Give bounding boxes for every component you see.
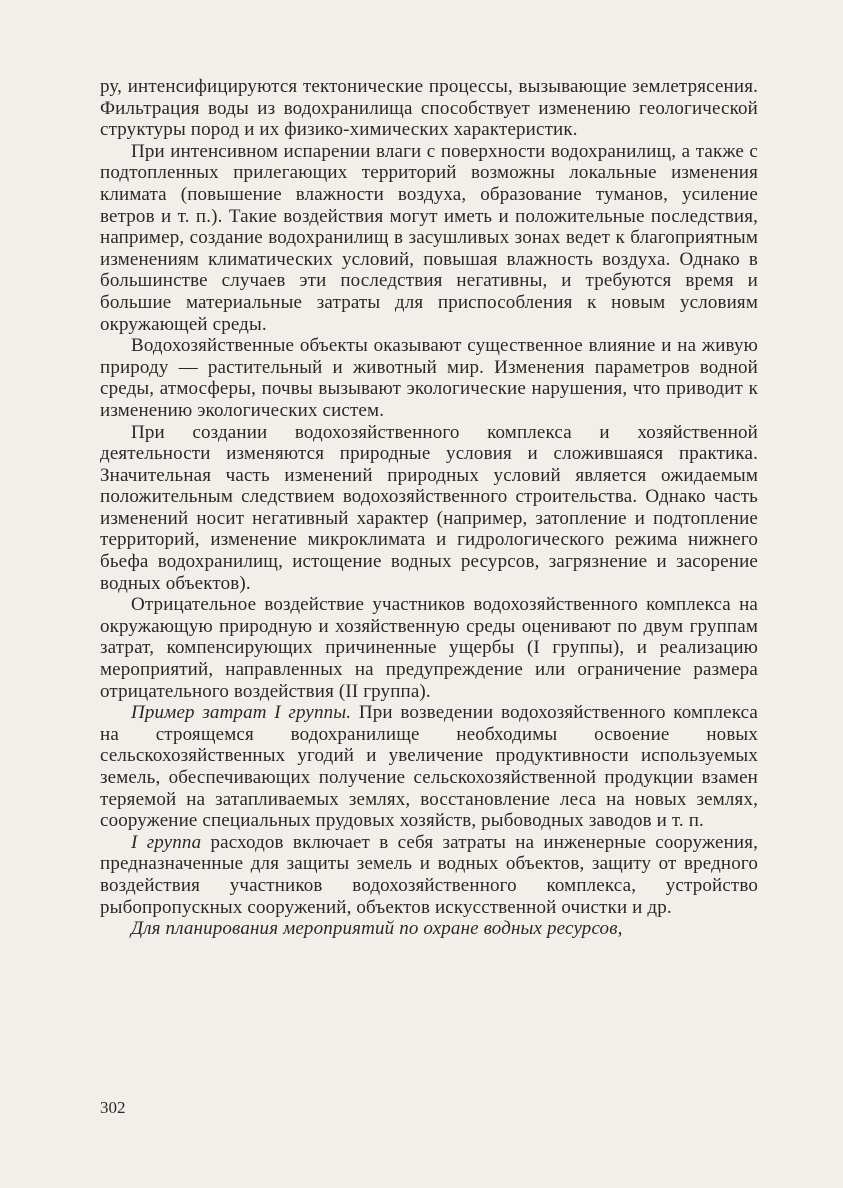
group-text: расходов включает в себя затраты на инженерные сооружения, предназначенные для защиты земель и водных объектов, защиту от вредного воздействия участников водохозяйственного комплекса, устройство рыбопропускных сооружений, объектов искусственной очистки и др. (100, 831, 759, 918)
paragraph-1: ру, интенсифицируются тектонические процессы, вызывающие землетрясения. Фильтрация воды из водохранилища способствует изменению геологической структуры пород и их физико-химических характеристик. (100, 76, 758, 141)
paragraph-example (100, 702, 758, 832)
paragraph-3: Водохозяйственные объекты оказывают существенное влияние и на живую природу — растительный и животный мир. Изменения параметров водной среды, атмосферы, почвы вызывают экологические нарушения, что приводит к изменению экологических систем. (100, 335, 758, 421)
paragraph-4: При создании водохозяйственного комплекса и хозяйственной деятельности изменяются природные условия и сложившаяся практика. Значительная часть изменений природных условий является ожидаемым положительным следствием водохозяйственного строительства. Однако часть изменений носит негативный характер (например, затопление и подтопление территорий, изменение микроклимата и гидрологического режима нижнего бьефа водохранилищ, истощение водных ресурсов, загрязнение и засорение водных объектов). (100, 421, 758, 594)
paragraph-2: При интенсивном испарении влаги с поверхности водохранилищ, а также с подтопленных прилегающих территорий возможны локальные изменения климата (повышение влажности воздуха, образование туманов, усиление ветров и т. п.). Такие воздействия могут иметь и положительные последствия, например, создание водохранилищ в засушливых зонах ведет к благоприятным изменениям климатических условий, повышая влажность воздуха. Однако в большинстве случаев эти последствия негативны, и требуются время и большие материальные затраты для приспособления к новым условиям окружающей среды. (100, 140, 758, 335)
paragraph-planning (100, 918, 758, 940)
group-lead: I группа (131, 831, 202, 853)
document-page (100, 76, 758, 940)
paragraph-5: Отрицательное воздействие участников водохозяйственного комплекса на окружающую природную и хозяйственную среды оценивают по двум группам затрат, компенсирующих причиненные ущербы (I группы), и реализацию мероприятий, направленных на предупреждение или ограничение размера отрицательного воздействия (II группа). (100, 594, 758, 702)
planning-lead: Для планирования мероприятий по охране водных ресурсов, (131, 918, 623, 940)
example-lead: Пример затрат I группы. (131, 702, 352, 724)
example-text: При возведении водохозяйственного комплекса на строящемся водохранилище необходимы освоение новых сельскохозяйственных угодий и увеличение продуктивности используемых земель, обеспечивающих получение сельскохозяйственной продукции взамен теряемой на затапливаемых землях, восстановление леса на новых землях, сооружение специальных прудовых хозяйств, рыбоводных заводов и т. п. (100, 702, 759, 832)
paragraph-group (100, 832, 758, 918)
page-number: 302 (100, 1098, 126, 1117)
